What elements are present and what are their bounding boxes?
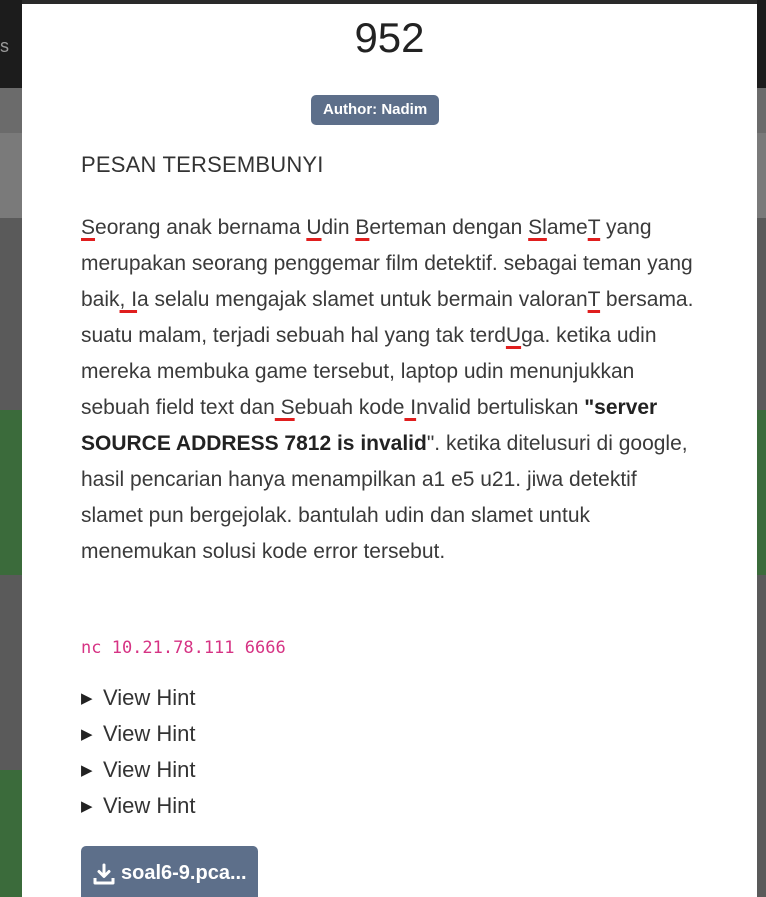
description-text: eorang anak bernama [95,216,307,239]
author-badge: Author: Nadim [311,95,439,125]
hint-toggle-3[interactable] [81,752,196,788]
highlight-letter: S [81,216,96,239]
highlight-letter: I [404,396,417,419]
highlight-letter: S [274,396,295,419]
caret-right-icon: ▶ [81,690,93,707]
hint-label: View Hint [103,685,196,710]
challenge-name: PESAN TERSEMBUNYI [81,152,324,177]
hint-label: View Hint [103,721,196,746]
hint-toggle-4[interactable] [81,788,196,824]
highlight-letter: T [587,216,601,239]
description-text: ". ketika ditelusuri di google, hasil pencarian hanya menampilkan a1 e5 u21. jiwa detektif slamet pun bergejolak. bantulah udin dan slamet untuk menemukan solusi kode error tersebut. [81,432,688,563]
description-text: ame [546,216,588,239]
hint-label: View Hint [103,757,196,782]
caret-right-icon: ▶ [81,726,93,743]
caret-right-icon: ▶ [81,762,93,779]
highlight-letter: B [355,216,370,239]
description-text: erteman dengan [369,216,529,239]
highlight-letter: U [505,324,522,347]
challenge-points: 952 [354,14,425,61]
challenge-description [81,210,699,570]
download-file-label: soal6-9.pca... [121,862,247,884]
caret-right-icon: ▶ [81,798,93,815]
description-text: din [321,216,356,239]
description-text: ebuah kode [294,396,405,419]
highlight-letter: Sl [528,216,547,239]
highlight-letter: , I [119,288,138,311]
hint-toggle-2[interactable] [81,716,196,752]
modal-top-edge [22,0,757,4]
description-text: ga. ketika udin mereka membuka game tersebut, laptop udin menunjukkan sebuah field text dan [81,324,657,419]
description-text: a selalu mengajak slamet untuk bermain valoran [137,288,588,311]
connection-command: nc 10.21.78.111 6666 [81,638,286,658]
highlight-letter: T [587,288,601,311]
hint-toggle-1[interactable] [81,680,196,716]
background-solved-card-left [0,410,24,575]
background-navbar-text: s [0,36,9,56]
description-text: yang merupakan seorang penggemar film detektif. sebagai teman yang baik [81,216,693,311]
download-file-button[interactable] [81,846,258,897]
error-message: "server SOURCE ADDRESS 7812 is invalid [81,396,658,455]
download-icon [93,862,115,885]
description-text: bersama. suatu malam, terjadi sebuah hal yang tak terd [81,288,694,347]
hint-list [81,680,196,824]
challenge-modal [22,0,757,897]
background-solved-card-left-2 [0,770,24,897]
highlight-letter: U [306,216,322,239]
description-text: nvalid bertuliskan [416,396,585,419]
background-solved-card-right [757,410,766,575]
hint-label: View Hint [103,793,196,818]
